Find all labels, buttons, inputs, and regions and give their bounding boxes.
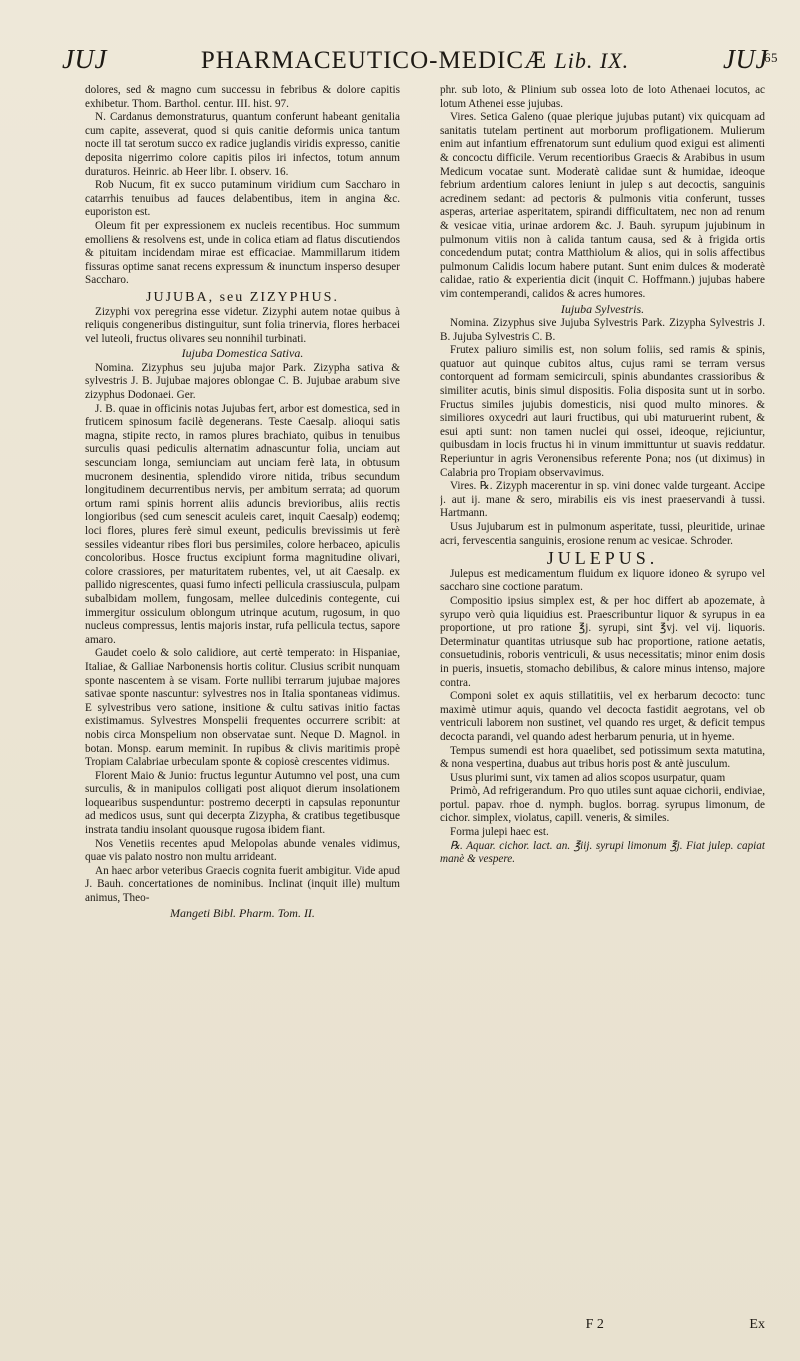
recipe: ℞. Aquar. cichor. lact. an. ℥iij. syrupi limonum ℥j. Fiat julep. capiat manè & vespere. (440, 839, 765, 866)
paragraph: Compositio ipsius simplex est, & per hoc differt ab apozemate, à syrupo verò quia liquidius est. Praescribuntur liquor & syrupus in ea proportione, ut pro ratione ℥j. syrupi, sint ℥vj. vel vij. liquoris. Determinatur quantitas utriusque sub hac proportione, ratione aetatis, consuetudinis, roboris ventriculi, & usus necessitatis; minor enim dosis in pueris, insuetis, stomacho debilibus, & calore minus intenso, majore contra. (440, 594, 765, 689)
paragraph: Zizyphi vox peregrina esse videtur. Zizyphi autem notae quibus à reliquis congeneribus distinguitur, sunt folia trinervia, flores herbacei vel luteoli, fructus olivares seu nonnihil turbinati. (85, 305, 400, 345)
paragraph: Usus plurimi sunt, vix tamen ad alios scopos usurpatur, quam (450, 771, 726, 784)
paragraph: Oleum fit per expressionem ex nucleis recentibus. Hoc summum emolliens & resolvens est, unde in colica etiam ad flatus discutiendos & pituitam incidendam mirae est efficaciae. Mammillarum itidem fissuras optime sanat recens expressum & inunctum insperso desuper Saccharo. (85, 219, 400, 287)
signature-mark: F 2 (585, 1317, 604, 1332)
section-heading-julepus: JULEPUS. (546, 548, 659, 569)
left-headword: JUJ (62, 44, 107, 74)
left-column (85, 84, 400, 1334)
book-number: Lib. IX. (554, 48, 630, 73)
section-heading-jujuba: JUJUBA, seu ZIZYPHUS. (146, 289, 339, 305)
paragraph: Primò, Ad refrigerandum. Pro quo utiles sunt aquae cichorii, endiviae, portul. papav. rhoe d. nymph. buglos. borrag. syrupus limonum, de cichor. simplex, violatus, capill. veneris, & similes. (440, 785, 765, 825)
page-number: 65 (764, 50, 778, 65)
paragraph: Florent Maio & Junio: fructus leguntur Autumno vel post, una cum surculis, & in manipulos colligati post aliquot dierum insolationem loquearibus suspenduntur: postremo decerpti in capsulas reponuntur ad medicos usus, sunt qui decerpta Zizypha, & cratibus tegetibusque instrata tandiu insolant quousque rugosa ibidem fiant. (85, 769, 400, 837)
paragraph: Tempus sumendi est hora quaelibet, sed potissimum sexta matutina, & nona vespertina, duabus aut tribus horis post & antè jusculum. (440, 744, 765, 771)
paragraph: Vires. Setica Galeno (quae plerique jujubas putant) vix quicquam ad sanitatis tutelam pertinent aut morborum profligationem. Mulierum enim aut infantium effrenatorum sunt edulium quod exigui est alimenti & concoctu difficile. Verum recentioribus Graecis & Arabibus in usum Medicum vocatae sunt. Moderatè calidae sunt & humidae, ideoque febrium ardentium calores leniunt in julep s aut decoctis, sanguinis acredinem sedant: ad pectoris & pulmonis vitia conferunt, tusses asperas, arteriae asperitatem, spirandi difficultatem, nec non ad renum & vesicae vitia, urinae ardorem &c. J. Bauh. syrupum jujubinum in pulmonum vitiis non à calida tantum causa, sed & à frigida ortis concedendum putat; contra Matthiolum & alios, qui in solis affectibus pulmonum Calidis locum habere putant. Sunt enim dulces & moderatè calidae, ratio & experientia dicit (inquit C. Hoffmann.) jujubas habere vim contemperandi, calidos & acres humores. (440, 111, 765, 300)
paragraph: Gaudet coelo & solo calidiore, aut certè temperato: in Hispaniae, Italiae, & Galliae Narbonensis hortis colitur. Clusius scribit nunquam sponte nascentem à se visam. Forte nullibi terrarum jujubae majores sativae sponte nascuntur: sylvestres nos in Italia spontaneas vidimus. E sylvestribus vero satione, insitione & cultu sativas initio factas existimamus. Sylvestres Monspelii frequentes occurrere scribit: at nobis circa Monspelium non observatae sunt. Neque D. Magnol. in botan. Monsp. earum meminit. In rupibus & clivis maritimis propè Tropiam Calabriae urbeculam sponte & copiosè crescentes vidimus. (85, 647, 400, 769)
subheading-domestica: Iujuba Domestica Sativa. (181, 346, 304, 361)
right-column (440, 84, 765, 1334)
paragraph: N. Cardanus demonstraturus, quantum conferunt habeant genitalia cum capite, asseverat, quod si quis canitie deformis unica tantum nocte ill tat serotum succo ex radice juglandis viridis expresso, canitie deposita nigerrimo colore capitis pilos iri infectos, totum annum duraturos. Heinric. ab Heer libr. I. observ. 16. (85, 111, 400, 178)
paragraph: Vires. ℞. Zizyph macerentur in sp. vini donec valde turgeant. Accipe j. aut ij. mane & sero, mirabilis eis vis inest praeservandi à tussi. Hartmann. (440, 480, 765, 520)
paragraph: Nomina. Zizyphus seu jujuba major Park. Zizypha sativa & sylvestris J. B. Jujubae majores oblongae C. B. Jujubae arabum sive zizyphus Dodonaei. Ger. (85, 361, 400, 402)
running-title (201, 47, 629, 75)
paragraph: Nos Venetiis recentes apud Melopolas abunde venales vidimus, quae vis palato nostro non multu arrideant. (85, 837, 400, 864)
paragraph: Frutex paliuro similis est, non solum foliis, sed ramis & spinis, quatuor aut quinque cubitos altus, cujus rami se terram versus contorquent ad formam semicirculi, spinis abundantes crassioribus & similiter acutis, binis simul dispositis. Folia disposita sunt ut in sorbo. Fructus similes jujubis domesticis, nisi quod multo minores. & similiores oxycedri aut lauri fructibus, qui ubi maturuerint rubent, & esui apti sunt: non tamen nuclei qui ossei, ideoque, rejiciuntur, quibusdam in locis fructus hi in vinum immittuntur ut suavis reddatur. Reperiuntur in agris Veronensibus referente Pona; nos (ut diximus) in Calabria pro Tropiam observavimus. (440, 344, 765, 479)
paragraph: phr. sub loto, & Plinium sub ossea loto de loto Athenaei locutos, ac lotum Athenei esse jujubas. (440, 84, 765, 110)
paragraph: Nomina. Zizyphus sive Jujuba Sylvestris Park. Zizypha Sylvestris J. B. Jujuba Sylvestris C. B. (440, 317, 765, 343)
left-footer: Mangeti Bibl. Pharm. Tom. II. (170, 905, 315, 920)
subheading-sylvestris: Iujuba Sylvestris. (560, 301, 645, 316)
paragraph: Usus Jujubarum est in pulmonum asperitate, tussi, pleuritide, urinae acri, fervescentia sanguinis, erosione renum ac vesicae. Schroder. (440, 521, 765, 547)
paragraph: Componi solet ex aquis stillatitiis, vel ex herbarum decocto: tunc maximè utimur aquis, quando vel decocta fastidit aegrotans, vel ob ventriculi laborem non sustinet, vel quando res urget, & deficit tempus decocta parandi, vel quando adest herbarum penuria, ut in hyeme. (440, 690, 765, 743)
paragraph: An haec arbor veteribus Graecis cognita fuerit ambigitur. Vide apud J. Bauh. concertationes de nominibus. Inclinat (inquit ille) multum animus, Theo- (85, 864, 400, 905)
paragraph: Julepus est medicamentum fluidum ex liquore idoneo & syrupo vel saccharo sine coctione paratum. (440, 567, 765, 594)
right-footer (440, 1317, 765, 1339)
right-headword: JUJ (723, 44, 768, 74)
paragraph: Forma julepi haec est. (450, 826, 549, 839)
running-header (62, 44, 778, 82)
paragraph: dolores, sed & magno cum successu in febribus & dolore capitis exhibetur. Thom. Barthol. centur. III. hist. 97. (85, 84, 400, 110)
paragraph: Rob Nucum, fit ex succo putaminum viridium cum Saccharo in catarrhis tenuibus ad fauces delabentibus, item in angina &c. euporiston est. (85, 179, 400, 219)
paragraph: J. B. quae in officinis notas Jujubas fert, arbor est domestica, sed in fruticem spinosum facilè degenerans. Teste Caesalp. alioqui satis magna, stipite recto, in ramos plures brachiato, quibus in tenuibus surculis quasi pediculis alternatim adnascuntur folia, unciam aut sescunciam longa, semiunciam aut unciam ferè lata, in obtusum mucronem desinentia, splendido virore nitida, tribus secundum longitudinem decurrentibus nervis, per ambitum serrata; ad quorum ortum rami spinis horrent aliis aduncis brevioribus, aliis rectis longioribus (sed cum senescit aculeis caret, inquit Caesalp) eodemq; loci flores, plures ferè simul exeunt, pediculis brevissimis ut ferè sessiles videantur ribes flori bus persimiles, colore herbaceo, apiculis concoloribus. Hosce fructus excipiunt forma magnitudine olivari, colore crassiores, per maturitatem rubentes, vel, ut ait Caesalp. ex pallido nigrescentes, quasi fumo infecti pellicula crassiuscula, pulpam subalbidam mollem, fungosam, mellee dulcedinis contegente, cui immergitur ossiculum oblongum utrinque acutum, rugosum, in quo nucleus compressus, lentis majoris instar, rufa pellicula tectus, sapore amaro. (85, 402, 400, 646)
catchword: Ex (749, 1317, 765, 1332)
running-title-text: PHARMACEUTICO-MEDICÆ (200, 47, 548, 74)
